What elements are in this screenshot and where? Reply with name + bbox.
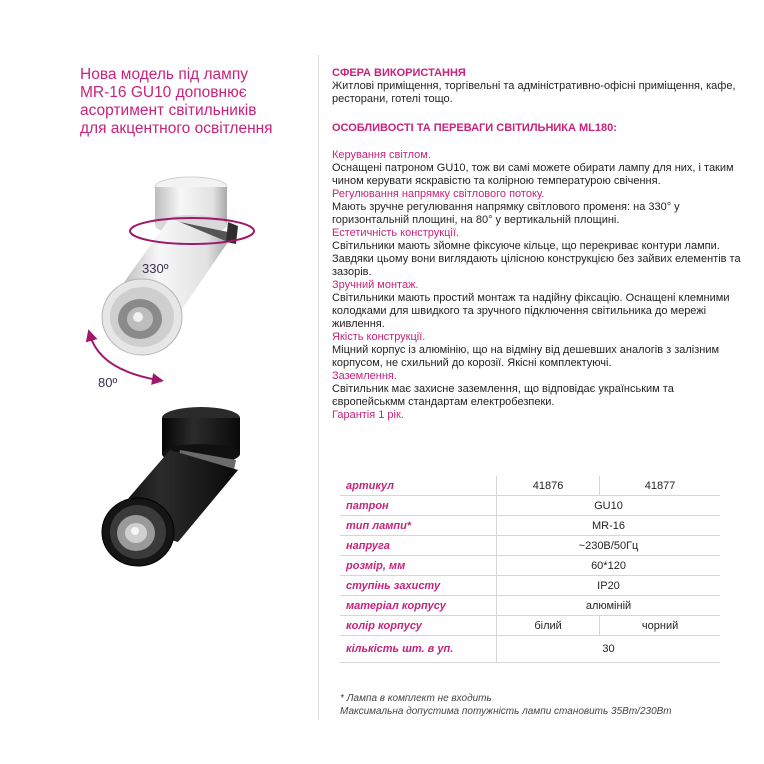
features-title: ОСОБЛИВОСТІ ТА ПЕРЕВАГИ СВІТИЛЬНИКА ML180: (332, 122, 617, 134)
table-row (340, 596, 720, 616)
angle-vertical-label: 80º (98, 375, 118, 390)
feature-item (332, 149, 744, 188)
feature-title: Керування світлом. (332, 149, 431, 161)
feature-title: Естетичність конструкції. (332, 227, 459, 239)
spec-value: 30 (497, 636, 721, 663)
feature-text: Світильники мають зйомне фіксуюче кільце, що перекриває контури лампи. Завдяки цьому вони виглядають цілісною конструкцією без зайвих елементів та зазорів. (332, 240, 741, 278)
spec-label: ступінь захисту (340, 576, 497, 596)
feature-item (332, 370, 744, 409)
table-row (340, 636, 720, 663)
spec-value: IP20 (497, 576, 721, 596)
feature-title: Якість конструкції. (332, 331, 426, 343)
column-divider (318, 55, 319, 720)
spec-value: 41876 (497, 476, 600, 496)
spec-value: GU10 (497, 496, 721, 516)
spec-label: тип лампи* (340, 516, 497, 536)
feature-item (332, 279, 744, 331)
spec-value: 41877 (600, 476, 720, 496)
usage-title: СФЕРА ВИКОРИСТАННЯ (332, 67, 466, 79)
spec-label: напруга (340, 536, 497, 556)
table-row (340, 576, 720, 596)
feature-title: Гарантія 1 рік. (332, 409, 404, 421)
table-row (340, 556, 720, 576)
white-luminaire (102, 177, 238, 355)
table-row (340, 536, 720, 556)
black-luminaire (102, 407, 240, 566)
footnote (340, 692, 720, 718)
usage-text: Житлові приміщення, торгівельні та адміністративно-офісні приміщення, кафе, ресторани, готелі тощо. (332, 80, 736, 105)
spec-table (340, 476, 720, 663)
table-row (340, 516, 720, 536)
description-column (332, 67, 744, 422)
spec-label: артикул (340, 476, 497, 496)
table-row (340, 616, 720, 636)
footnote-line: Максимальна допустима потужність лампи становить 35Вт/230Вт (340, 706, 672, 717)
headline-line: асортимент світильників (80, 102, 257, 119)
feature-text: Світильник має захисне заземлення, що відповідає українським та європейськмм стандартам електробезпеки. (332, 383, 674, 408)
spec-value: білий (497, 616, 600, 636)
feature-item (332, 188, 744, 227)
spec-label: розмір, мм (340, 556, 497, 576)
spec-label: кількість шт. в уп. (340, 636, 497, 663)
footnote-line: * Лампа в комплект не входить (340, 693, 492, 704)
feature-text: Мають зручне регулювання напрямку світлового променя: на 330° у горизонтальній площині, на 80° у вертикальній площині. (332, 201, 680, 226)
spec-label: матеріал корпусу (340, 596, 497, 616)
spec-label: колір корпусу (340, 616, 497, 636)
feature-text: Міцний корпус із алюмінію, що на відміну від дешевших аналогів з залізним корпусом, не схильний до корозії. Якісні комплектуючі. (332, 344, 720, 369)
angle-horizontal-label: 330º (142, 261, 169, 276)
feature-title: Зручний монтаж. (332, 279, 419, 291)
feature-title: Заземлення. (332, 370, 397, 382)
headline-line: MR-16 GU10 доповнює (80, 84, 247, 101)
feature-text: Оснащені патроном GU10, тож ви самі можете обирати лампу для них, і таким чином керувати яскравістю та колірною температурою свічення. (332, 162, 734, 187)
spec-value: MR-16 (497, 516, 721, 536)
spec-value: ~230В/50Гц (497, 536, 721, 556)
feature-item (332, 331, 744, 370)
spec-value: чорний (600, 616, 720, 636)
spec-value: алюміній (497, 596, 721, 616)
headline-line: Нова модель під лампу (80, 66, 248, 83)
feature-item (332, 409, 744, 422)
feature-item (332, 227, 744, 279)
spec-label: патрон (340, 496, 497, 516)
table-row (340, 476, 720, 496)
product-headline (80, 66, 305, 138)
table-row (340, 496, 720, 516)
feature-title: Регулювання напрямку світлового потоку. (332, 188, 545, 200)
spec-value: 60*120 (497, 556, 721, 576)
headline-line: для акцентного освітлення (80, 120, 273, 137)
feature-text: Світильники мають простий монтаж та надійну фіксацію. Оснащені клемними колодками для швидкого та зручного підключення світильника до мережі живлення. (332, 292, 730, 330)
